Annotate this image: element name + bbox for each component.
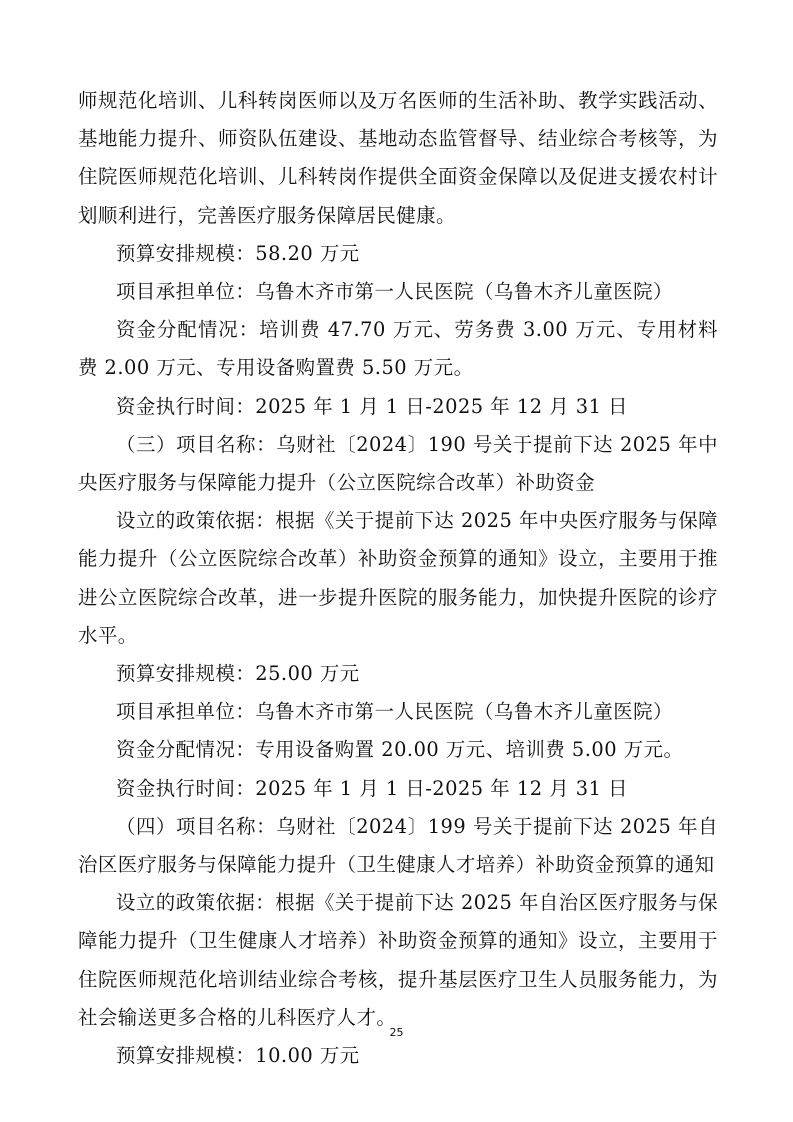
- budget-scale-1: 预算安排规模：58.20 万元: [116, 241, 360, 265]
- responsible-unit-3: 项目承担单位：乌鲁木齐市第一人民医院（乌鲁木齐儿童医院）: [116, 700, 673, 724]
- paragraph-continuation: 师规范化培训、儿科转岗医师以及万名医师的生活补助、教学实践活动、基地能力提升、师资队伍建设、基地动态监管督导、结业综合考核等，为住院医师规范化培训、儿科转岗作提供全面资金保障以及促进支援农村计划顺利进行，完善医疗服务保障居民健康。: [78, 89, 718, 227]
- budget-scale-4: 预算安排规模：10.00 万元: [116, 1044, 360, 1068]
- responsible-unit-1: 项目承担单位：乌鲁木齐市第一人民医院（乌鲁木齐儿童医院）: [116, 280, 673, 304]
- project-heading-4: （四）项目名称：乌财社〔2024〕199 号关于提前下达 2025 年自治区医疗服务与保障能力提升（卫生健康人才培养）补助资金预算的通知: [78, 814, 718, 877]
- fund-allocation-1: 资金分配情况：培训费 47.70 万元、劳务费 3.00 万元、专用材料费 2.00 万元、专用设备购置费 5.50 万元。: [78, 318, 718, 380]
- page-number: 25: [389, 1026, 404, 1039]
- policy-basis-3: 设立的政策依据：根据《关于提前下达 2025 年中央医疗服务与保障能力提升（公立医院综合改革）补助资金预算的通知》设立，主要用于推进公立医院综合改革，进一步提升医院的服务能力，加快提升医院的诊疗水平。: [78, 509, 718, 647]
- execution-time-1: 资金执行时间：2025 年 1 月 1 日-2025 年 12 月 31 日: [116, 394, 628, 418]
- execution-time-3: 资金执行时间：2025 年 1 月 1 日-2025 年 12 月 31 日: [116, 776, 628, 800]
- project-heading-3: （三）项目名称：乌财社〔2024〕190 号关于提前下达 2025 年中央医疗服务与保障能力提升（公立医院综合改革）补助资金: [78, 432, 718, 495]
- fund-allocation-3: 资金分配情况：专用设备购置 20.00 万元、培训费 5.00 万元。: [116, 738, 684, 762]
- policy-basis-4: 设立的政策依据：根据《关于提前下达 2025 年自治区医疗服务与保障能力提升（卫生健康人才培养）补助资金预算的通知》设立，主要用于住院医师规范化培训结业综合考核，提升基层医疗卫生人员服务能力，为社会输送更多合格的儿科医疗人才。: [78, 891, 718, 1029]
- budget-scale-3: 预算安排规模：25.00 万元: [116, 662, 360, 686]
- document-body: [78, 82, 718, 1075]
